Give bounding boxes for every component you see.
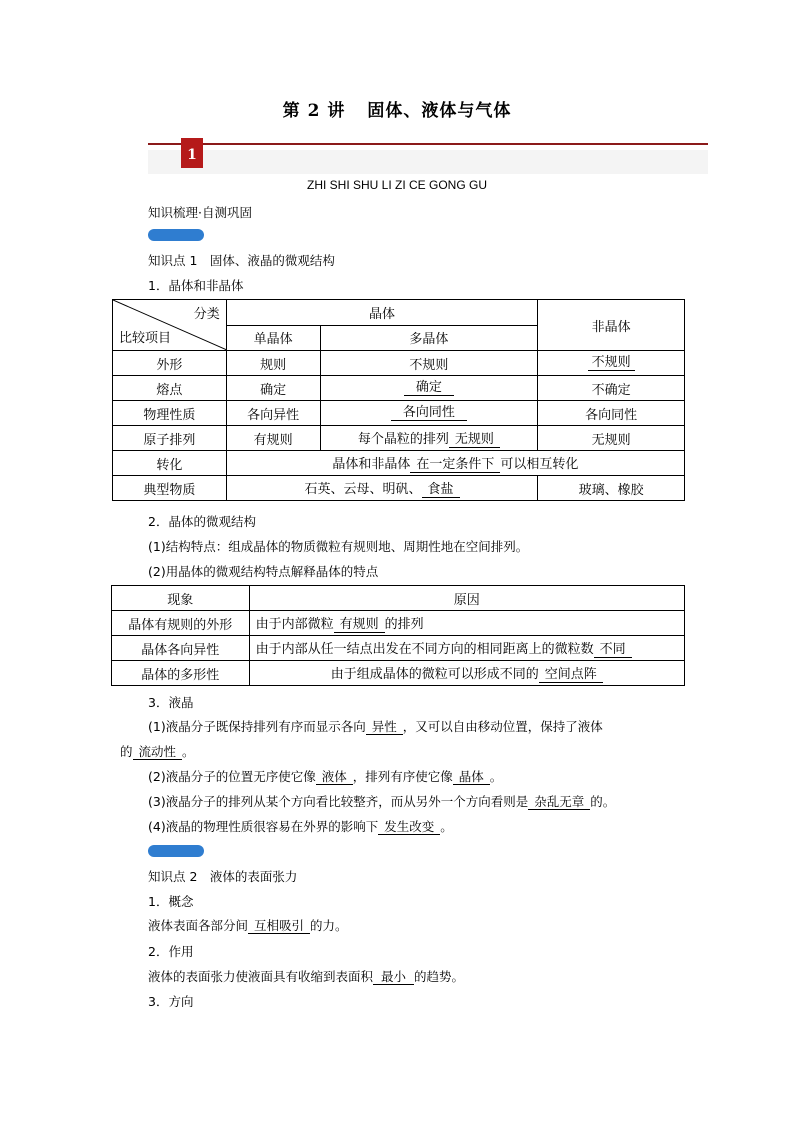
blank-answer: 液体	[316, 769, 353, 785]
cell-poly	[320, 401, 538, 426]
cell-single: 各向异性	[226, 401, 320, 426]
text-run: 的。	[590, 794, 616, 809]
lecture-topic: 固体、液体与气体	[367, 101, 512, 121]
section-banner-rule	[148, 143, 708, 145]
knowledge-point-tag	[148, 229, 204, 241]
kp1-p3-1-cont	[120, 742, 195, 760]
text-run: 液体表面各部分间	[148, 918, 249, 933]
blank-answer: 流动性	[133, 744, 183, 760]
blank-answer: 空间点阵	[539, 667, 603, 683]
kp1-sub3: 3．液晶	[148, 695, 194, 710]
text-run: 液体的表面张力使液面具有收缩到表面积	[148, 969, 374, 984]
cell-amorphous: 无规则	[538, 426, 685, 451]
kp1-sub1: 1．晶体和非晶体	[148, 278, 244, 293]
header-reason: 原因	[249, 586, 684, 611]
cell-text: 可以相互转化	[500, 457, 579, 472]
blank-answer: 异性	[366, 719, 403, 735]
kp1-sub2: 2．晶体的微观结构	[148, 514, 256, 529]
table-corner-cell	[113, 300, 227, 351]
blank-answer: 晶体	[453, 769, 490, 785]
header-amorphous: 非晶体	[538, 300, 685, 351]
section-banner-bg	[148, 150, 708, 174]
cell-text: 每个晶粒的排列	[357, 432, 449, 447]
table-row	[113, 351, 685, 376]
blank-answer: 无规则	[449, 432, 500, 448]
blank-answer: 不规则	[588, 355, 635, 371]
header-polycrystal: 多晶体	[320, 325, 538, 351]
cell-poly: 不规则	[320, 351, 538, 376]
blank-answer: 确定	[404, 380, 454, 396]
table-row	[113, 476, 685, 501]
table-row	[113, 376, 685, 401]
text-run: 的	[120, 744, 133, 759]
cell-phenomenon: 晶体有规则的外形	[112, 611, 250, 636]
cell-amorphous	[538, 351, 685, 376]
lecture-number: 第 2 讲	[282, 101, 346, 121]
section-title: 知识梳理·自测巩固	[148, 205, 252, 220]
cell-text: 晶体和非晶体	[332, 457, 411, 472]
section-pinyin: ZHI SHI SHU LI ZI CE GONG GU	[306, 178, 488, 192]
blank-answer: 各向同性	[391, 405, 467, 421]
kp1-p3-1	[148, 717, 603, 735]
kp2-s2-text	[148, 967, 464, 985]
section-number-badge: 1	[181, 138, 203, 168]
kp1-title: 知识点 1 固体、液晶的微观结构	[148, 253, 335, 268]
header-crystal: 晶体	[226, 300, 538, 326]
blank-answer: 在一定条件下	[410, 457, 500, 473]
crystal-comparison-table	[112, 299, 685, 501]
row-item: 原子排列	[113, 426, 227, 451]
text-run: ，排列有序使它像	[352, 769, 453, 784]
cell-amorphous: 不确定	[538, 376, 685, 401]
text-run: ，又可以自由移动位置，保持了液体	[402, 719, 603, 734]
crystal-structure-table	[111, 585, 685, 686]
cell-single: 确定	[226, 376, 320, 401]
table-row	[112, 636, 685, 661]
kp1-p2-1: (1)结构特点：组成晶体的物质微粒有规则地、周期性地在空间排列。	[148, 539, 529, 554]
text-run: 的力。	[310, 918, 348, 933]
cell-phenomenon: 晶体的多形性	[112, 661, 250, 686]
header-phenomenon: 现象	[112, 586, 250, 611]
blank-answer: 食盐	[422, 482, 460, 498]
row-item: 转化	[113, 451, 227, 476]
table-row	[113, 451, 685, 476]
row-item: 熔点	[113, 376, 227, 401]
blank-answer: 有规则	[334, 617, 385, 633]
kp1-p3-4	[148, 817, 453, 835]
cell-transform	[226, 451, 684, 476]
text-run: (3)液晶分子的排列从某个方向看比较整齐，而从另外一个方向看则是	[148, 794, 529, 809]
cell-text: 由于组成晶体的微粒可以形成不同的	[330, 667, 539, 682]
corner-bottom-label: 比较项目	[119, 331, 172, 346]
cell-phenomenon: 晶体各向异性	[112, 636, 250, 661]
kp2-s1: 1．概念	[148, 894, 194, 909]
table-row	[113, 426, 685, 451]
text-run: (4)液晶的物理性质很容易在外界的影响下	[148, 819, 379, 834]
cell-reason	[249, 661, 684, 686]
kp2-title: 知识点 2 液体的表面张力	[148, 869, 298, 884]
kp1-p2-2: (2)用晶体的微观结构特点解释晶体的特点	[148, 564, 379, 579]
cell-amorphous: 各向同性	[538, 401, 685, 426]
blank-answer: 不同	[594, 642, 632, 658]
row-item: 典型物质	[113, 476, 227, 501]
cell-single: 规则	[226, 351, 320, 376]
row-item: 外形	[113, 351, 227, 376]
kp1-p3-3	[148, 792, 615, 810]
cell-text: 石英、云母、明矾、	[304, 482, 422, 497]
blank-answer: 最小	[373, 969, 414, 985]
cell-typical-crystal	[226, 476, 538, 501]
kp2-s3: 3．方向	[148, 994, 194, 1009]
corner-top-label: 分类	[193, 307, 220, 322]
header-single-crystal: 单晶体	[226, 325, 320, 351]
cell-reason	[249, 611, 684, 636]
table-row	[112, 661, 685, 686]
knowledge-point-tag	[148, 845, 204, 857]
cell-text: 由于内部微粒	[255, 617, 334, 632]
table-row	[113, 401, 685, 426]
text-run: 。	[489, 769, 503, 784]
text-run: (2)液晶分子的位置无序使它像	[148, 769, 316, 784]
cell-single: 有规则	[226, 426, 320, 451]
text-run: 。	[440, 819, 453, 834]
cell-text: 由于内部从任一结点出发在不同方向的相同距离上的微粒数	[255, 642, 594, 657]
kp1-p3-2	[148, 767, 502, 785]
cell-text: 的排列	[384, 617, 424, 632]
text-run: 。	[182, 744, 195, 759]
page-title	[0, 96, 794, 121]
cell-poly	[320, 426, 538, 451]
cell-typical-amorphous: 玻璃、橡胶	[538, 476, 685, 501]
kp2-s2: 2．作用	[148, 944, 194, 959]
cell-reason	[249, 636, 684, 661]
blank-answer: 互相吸引	[248, 918, 310, 934]
cell-poly	[320, 376, 538, 401]
blank-answer: 杂乱无章	[528, 794, 590, 810]
text-run: 的趋势。	[414, 969, 465, 984]
row-item: 物理性质	[113, 401, 227, 426]
table-row	[112, 611, 685, 636]
kp2-s1-text	[148, 916, 348, 934]
text-run: (1)液晶分子既保持排列有序而显示各向	[148, 719, 366, 734]
blank-answer: 发生改变	[378, 819, 440, 835]
